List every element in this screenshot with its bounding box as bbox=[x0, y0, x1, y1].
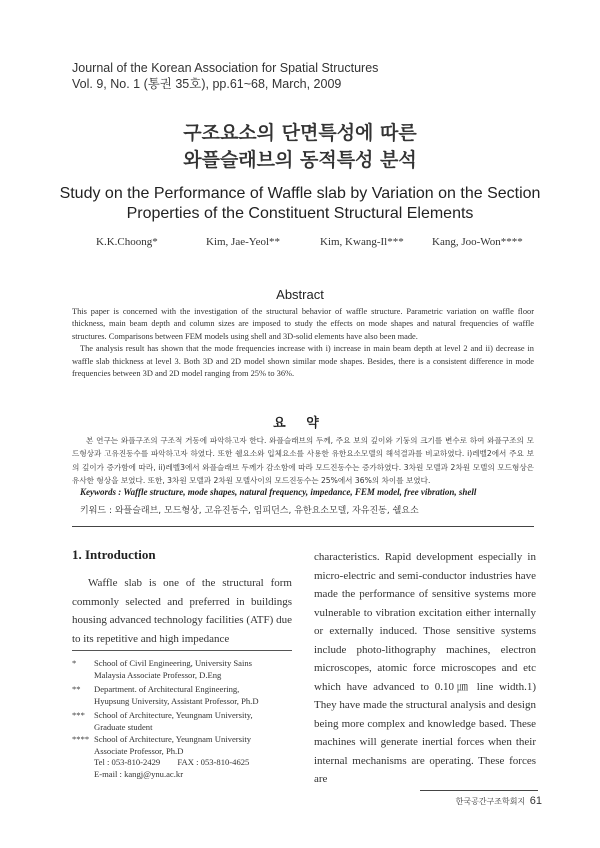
korean-summary-body: 본 연구는 와플구조의 구조적 거동에 파악하고자 한다. 와플슬래브의 두께, 주요 보의 깊이와 기둥의 크기를 변수로 하여 와플구조의 모드형상과 고유진동수를 파악하고자 하였다. 또한 쉘요소와 입체요소를 사용한 유한요소모델의 해석결과를 비교하였다. i)레벨2에서 주요 보의 깊이가 증가함에 따라, ii)레벨3에서 와플슬래브 두께가 감소함에 따라 모드진동수는 증가하였다. 3차원 모델과 2차원 모델의 모드형상은 유사한 형상을 보였다. 또한, 3차원 모델과 2차원 모델사이의 모드진동수는 25%에서 36%의 차이를 보였다. bbox=[72, 436, 534, 486]
footnote-line: Hyupsung University, Assistant Professor, Ph.D bbox=[94, 695, 259, 706]
english-keywords: Keywords : Waffle structure, mode shapes, natural frequency, impedance, FEM model, free vibration, shell bbox=[80, 487, 477, 497]
footer-divider bbox=[420, 790, 538, 791]
footnote-line: Associate Professor, Ph.D bbox=[94, 745, 184, 756]
abstract-paragraph-2: The analysis result has shown that the mode frequencies increase with i) increase in main beam depth at level 2 and ii) decrease in waffle slab thickness at level 3. Both 3D and 2D model shown similar mode shapes. Besides, there is a consistent difference in mode frequencies between 3D and 2D model ranging from 25% to 36%. bbox=[72, 344, 534, 379]
footnote-mark: ** bbox=[72, 684, 81, 694]
footnote-line: Graduate student bbox=[94, 721, 153, 732]
korean-title-line-2: 와플슬래브의 동적특성 분석 bbox=[183, 149, 417, 171]
footnote-divider bbox=[72, 650, 292, 651]
abstract-body bbox=[72, 306, 534, 380]
section-divider bbox=[72, 526, 534, 527]
footer-journal-name: 한국공간구조학회지 bbox=[455, 797, 526, 806]
footnote-4 bbox=[72, 734, 292, 780]
footnote-line: E-mail : kangj@ynu.ac.kr bbox=[94, 768, 184, 779]
author-3: Kim, Kwang-Il*** bbox=[320, 236, 404, 248]
footnote-line: Department. of Architectural Engineering, bbox=[94, 684, 240, 694]
footnote-mark: *** bbox=[72, 710, 85, 720]
introduction-right-column: characteristics. Rapid development especially in micro-electric and semi-conductor industries have made the performance of sensitive systems more vulnerable to vibration excitation either internally or externally induced. Those sensitive systems include photo-lithography machines, electron microscopes, atomic force microscopes and etc which have advanced to 0.10㎛ line width.1) They have made the structural analysis and design being more complex and knowledge based. These machines will generate inertial forces when their internal mechanisms are operating. These forces are bbox=[314, 551, 536, 785]
korean-keywords: 키워드 : 와플슬래브, 모드형상, 고유진동수, 임피던스, 유한요소모델, 자유진동, 쉘요소 bbox=[80, 506, 419, 516]
author-1: K.K.Choong* bbox=[96, 236, 158, 248]
footnote-line: Tel : 053-810-2429 FAX : 053-810-4625 bbox=[94, 757, 250, 768]
english-title-line-1: Study on the Performance of Waffle slab by Variation on the Section bbox=[59, 185, 541, 202]
page-footer bbox=[420, 795, 542, 807]
footnote-mark: * bbox=[72, 658, 77, 668]
footnote-line: Malaysia Associate Professor, D.Eng bbox=[94, 669, 222, 680]
footnote-mark: **** bbox=[72, 734, 90, 744]
korean-title-line-1: 구조요소의 단면특성에 따른 bbox=[183, 122, 417, 144]
footnote-line: School of Architecture, Yeungnam University, bbox=[94, 710, 253, 720]
footnote-2 bbox=[72, 684, 292, 707]
introduction-heading: 1. Introduction bbox=[72, 547, 156, 562]
introduction-left-column: Waffle slab is one of the structural form commonly selected and preferred in buildings housing advanced technology facilities (ATF) due to its repetitive and high impedance bbox=[72, 577, 292, 645]
footnote-1 bbox=[72, 658, 292, 681]
footnote-3 bbox=[72, 710, 292, 733]
page-number: 61 bbox=[529, 795, 542, 807]
abstract-paragraph-1: This paper is concerned with the investigation of the structural behavior of waffle structure. Parametric variation on waffle floor thickness, main beam depth and column sizes are imposed to study the effects on mode shapes and natural frequencies of waffle structures. Comparisons between FEM models using shell and 3D-solid elements have also been made. bbox=[72, 307, 534, 341]
english-title-line-2: Properties of the Constituent Structural Elements bbox=[126, 205, 474, 222]
author-2: Kim, Jae-Yeol** bbox=[206, 236, 281, 248]
journal-name: Journal of the Korean Association for Spatial Structures bbox=[72, 61, 379, 75]
author-4: Kang, Joo-Won**** bbox=[432, 236, 523, 248]
journal-volume: Vol. 9, No. 1 (통권 35호), pp.61~68, March, 2009 bbox=[72, 77, 342, 91]
korean-summary-heading: 요 약 bbox=[273, 416, 327, 431]
footnote-line: School of Architecture, Yeungnam University bbox=[94, 734, 252, 744]
abstract-heading: Abstract bbox=[276, 287, 324, 302]
footnote-line: School of Civil Engineering, University Sains bbox=[94, 658, 253, 668]
journal-header bbox=[72, 60, 378, 92]
